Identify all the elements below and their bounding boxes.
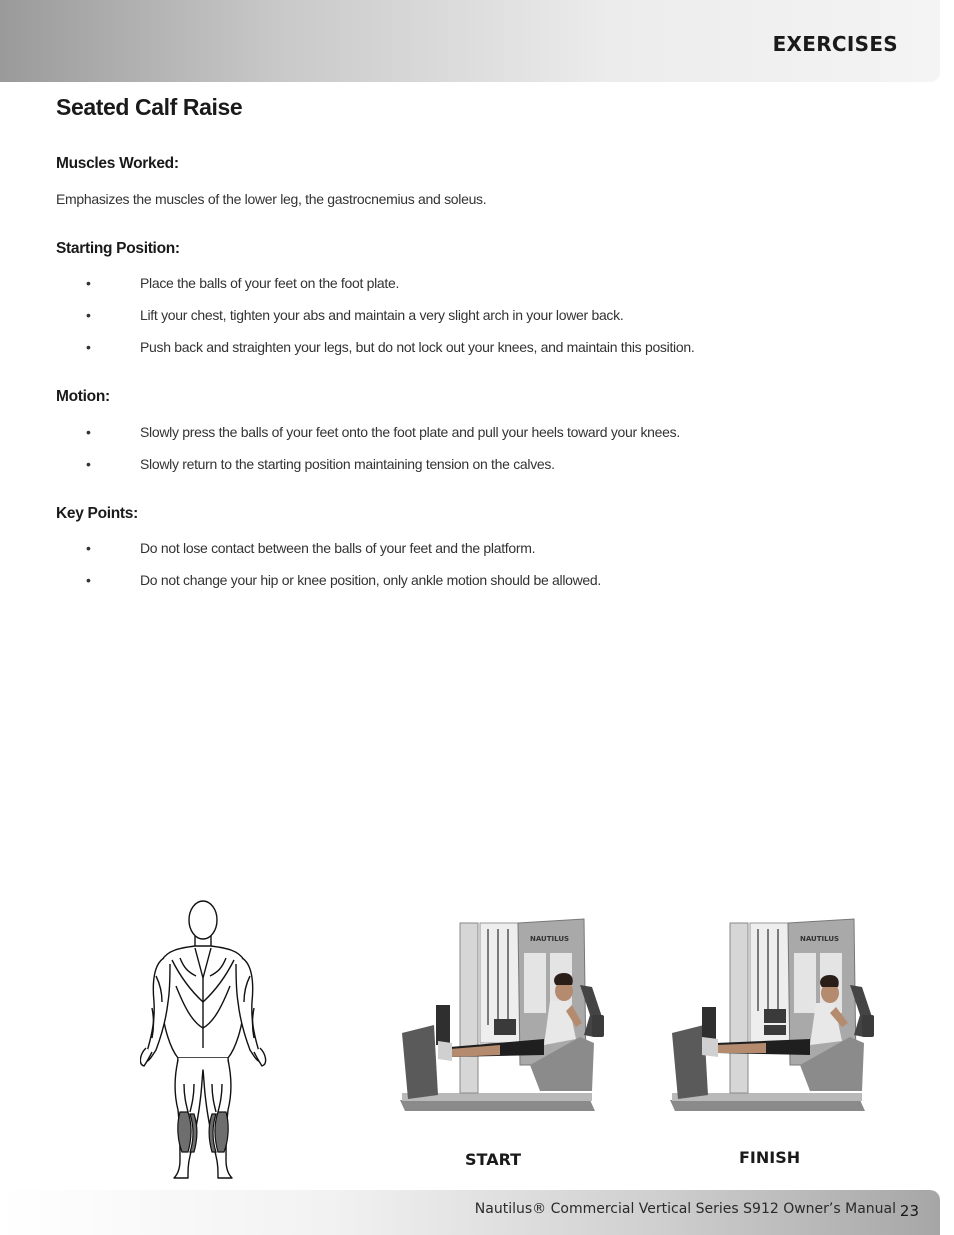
bullet: • (86, 424, 91, 440)
motion-heading: Motion: (56, 388, 110, 405)
page-title: Seated Calf Raise (56, 94, 243, 120)
bullet: • (86, 540, 91, 556)
finish-caption: FINISH (739, 1148, 801, 1167)
muscles-heading: Muscles Worked: (56, 155, 179, 172)
keypoints-item-2: Do not change your hip or knee position, only ankle motion should be allowed. (140, 572, 601, 588)
starting-item-3: Push back and straighten your legs, but do not lock out your knees, and maintain this position. (140, 339, 695, 355)
bullet: • (86, 275, 91, 291)
muscle-diagram (140, 898, 270, 1182)
starting-heading: Starting Position: (56, 240, 180, 257)
bullet: • (86, 339, 91, 355)
start-caption: START (465, 1150, 522, 1169)
machine-brand: NAUTILUS (800, 935, 840, 943)
bullet: • (86, 307, 91, 323)
bullet: • (86, 456, 91, 472)
section-label: EXERCISES (772, 32, 898, 56)
keypoints-heading: Key Points: (56, 505, 138, 522)
starting-item-2: Lift your chest, tighten your abs and maintain a very slight arch in your lower back. (140, 307, 624, 323)
footer-manual-title: Nautilus® Commercial Vertical Series S912 Owner’s Manual (474, 1201, 896, 1217)
page-number: 23 (899, 1202, 919, 1220)
motion-item-2: Slowly return to the starting position maintaining tension on the calves. (140, 456, 555, 472)
finish-position-image (650, 915, 882, 1120)
keypoints-item-1: Do not lose contact between the balls of your feet and the platform. (140, 540, 536, 556)
muscles-text: Emphasizes the muscles of the lower leg, the gastrocnemius and soleus. (56, 191, 487, 207)
start-position-image (380, 915, 612, 1120)
motion-item-1: Slowly press the balls of your feet onto the foot plate and pull your heels toward your knees. (140, 424, 680, 440)
bullet: • (86, 572, 91, 588)
machine-brand: NAUTILUS (530, 935, 570, 943)
starting-item-1: Place the balls of your feet on the foot plate. (140, 275, 400, 291)
